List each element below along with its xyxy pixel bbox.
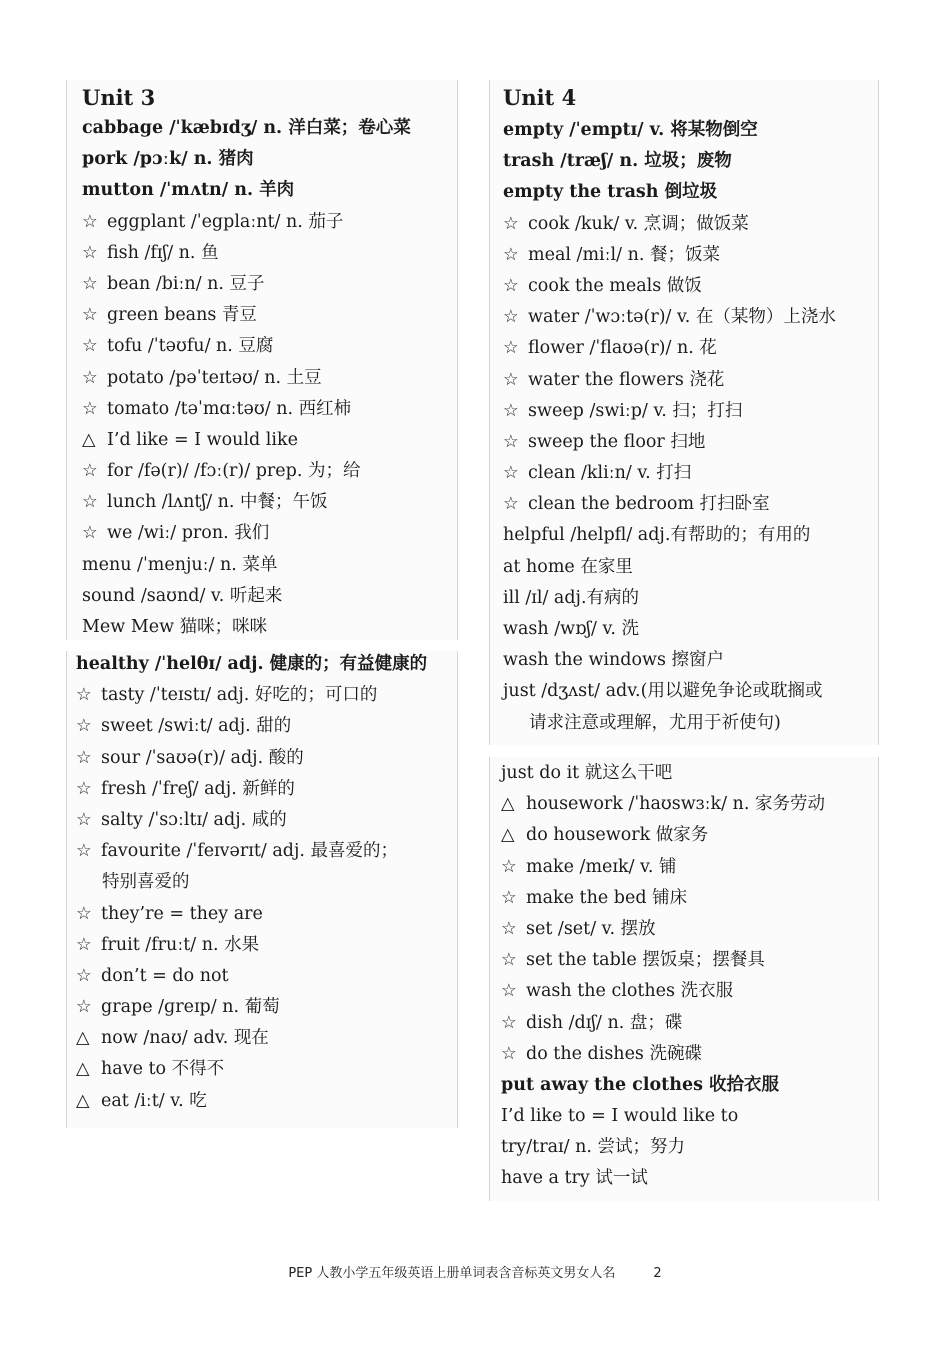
star-icon: ☆ — [82, 398, 98, 419]
vocab-text: flower /ˈflaʊə(r)/ n. 花 — [528, 338, 717, 359]
footer-title: PEP 人教小学五年级英语上册单词表含音标英文男女人名 — [288, 1266, 616, 1281]
unit3-panel — [66, 80, 458, 640]
vocab-text: potato /pəˈteɪtəʊ/ n. 土豆 — [107, 367, 322, 388]
star-icon: ☆ — [503, 494, 519, 515]
vocab-text: eat /iːt/ v. 吃 — [101, 1090, 207, 1111]
unit3-continued-panel — [66, 651, 458, 1128]
star-icon: ☆ — [76, 685, 92, 706]
vocab-text: sweet /swiːt/ adj. 甜的 — [101, 716, 292, 737]
vocab-text: empty the trash 倒垃圾 — [503, 182, 718, 203]
vocab-entry — [503, 708, 878, 739]
vocab-entry — [76, 774, 457, 805]
vocab-entry — [501, 789, 878, 820]
vocab-entry — [501, 1039, 878, 1070]
star-icon: ☆ — [503, 213, 519, 234]
vocab-text: helpful /helpfl/ adj.有帮助的；有用的 — [503, 525, 811, 546]
unit3-continued-vocab-list — [76, 651, 457, 1117]
vocab-entry — [82, 363, 457, 394]
vocab-entry — [76, 836, 457, 867]
vocab-entry — [501, 1132, 878, 1163]
vocab-entry — [82, 300, 457, 331]
vocab-entry — [82, 238, 457, 269]
unit4-panel — [489, 80, 879, 745]
star-icon: ☆ — [76, 809, 92, 830]
vocab-text: for /fə(r)/ /fɔː(r)/ prep. 为；给 — [107, 461, 361, 482]
vocab-entry — [503, 552, 878, 583]
vocab-entry — [76, 867, 457, 898]
vocab-entry — [501, 758, 878, 789]
vocab-text: 特别喜爱的 — [102, 872, 190, 893]
star-icon: ☆ — [503, 307, 519, 328]
vocab-text: housework /ˈhaʊswɜːk/ n. 家务劳动 — [526, 794, 825, 815]
star-icon: ☆ — [503, 338, 519, 359]
vocab-text: clean /kliːn/ v. 打扫 — [528, 463, 692, 484]
vocab-text: salty /ˈsɔːltɪ/ adj. 咸的 — [101, 809, 287, 830]
vocab-text: they’re = they are — [101, 903, 263, 924]
vocab-entry — [503, 115, 878, 146]
star-icon: ☆ — [82, 211, 98, 232]
vocab-entry — [501, 1070, 878, 1101]
star-icon: ☆ — [82, 305, 98, 326]
vocab-text: 请求注意或理解，尤用于祈使句) — [529, 712, 781, 733]
vocab-text: wash the windows 擦窗户 — [503, 650, 725, 671]
vocab-entry — [76, 1086, 457, 1117]
vocab-entry — [503, 209, 878, 240]
vocab-entry — [76, 805, 457, 836]
vocab-text: Mew Mew 猫咪；咪咪 — [82, 617, 268, 637]
vocab-text: clean the bedroom 打扫卧室 — [528, 494, 770, 515]
vocab-text: set /set/ v. 摆放 — [526, 918, 656, 939]
vocab-text: sweep /swiːp/ v. 扫；打扫 — [528, 400, 743, 421]
star-icon: ☆ — [501, 950, 517, 971]
vocab-text: just do it 就这么干吧 — [501, 763, 673, 783]
vocab-text: tofu /ˈtəʊfu/ n. 豆腐 — [107, 336, 274, 357]
vocab-text: favourite /ˈfeɪvərɪt/ adj. 最喜爱的； — [101, 841, 399, 862]
vocab-entry — [82, 269, 457, 300]
star-icon: ☆ — [503, 431, 519, 452]
star-icon: ☆ — [76, 934, 92, 955]
star-icon: ☆ — [501, 887, 517, 908]
vocab-entry — [501, 945, 878, 976]
vocab-entry — [503, 583, 878, 614]
vocab-text: healthy /ˈhelθɪ/ adj. 健康的；有益健康的 — [76, 654, 428, 674]
vocab-text: I’d like to = I would like to — [501, 1106, 739, 1127]
vocab-entry — [76, 743, 457, 774]
vocab-entry — [503, 271, 878, 302]
star-icon: ☆ — [82, 273, 98, 294]
vocab-entry — [501, 820, 878, 851]
vocab-text: do the dishes 洗碗碟 — [526, 1043, 702, 1064]
vocab-text: try/traɪ/ n. 尝试；努力 — [501, 1137, 685, 1158]
vocab-entry — [503, 365, 878, 396]
vocab-entry — [76, 1023, 457, 1054]
vocab-text: dish /dɪʃ/ n. 盘；碟 — [526, 1012, 683, 1033]
triangle-icon: △ — [501, 825, 515, 846]
vocab-entry — [503, 520, 878, 551]
vocab-entry — [82, 581, 457, 612]
vocab-text: meal /miːl/ n. 餐；饭菜 — [528, 244, 720, 265]
star-icon: ☆ — [501, 981, 517, 1002]
vocab-text: menu /ˈmenjuː/ n. 菜单 — [82, 554, 278, 575]
vocab-text: wash /wɒʃ/ v. 洗 — [503, 619, 639, 639]
vocab-text: sweep the floor 扫地 — [528, 431, 706, 452]
vocab-text: wash the clothes 洗衣服 — [526, 981, 734, 1002]
vocab-entry — [503, 614, 878, 645]
vocab-text: set the table 摆饭桌；摆餐具 — [526, 950, 765, 971]
vocab-text: lunch /lʌntʃ/ n. 中餐；午饭 — [107, 492, 328, 513]
unit4-continued-vocab-list — [501, 758, 878, 1195]
star-icon: ☆ — [82, 523, 98, 544]
vocab-entry — [76, 711, 457, 742]
star-icon: ☆ — [76, 778, 92, 799]
page-footer — [0, 1262, 950, 1281]
vocab-text: have to 不得不 — [101, 1059, 225, 1080]
vocab-text: put away the clothes 收拾衣服 — [501, 1074, 780, 1095]
vocab-text: cabbage /ˈkæbɪdʒ/ n. 洋白菜；卷心菜 — [82, 118, 411, 138]
vocab-text: at home 在家里 — [503, 556, 633, 577]
vocab-text: sour /ˈsaʊə(r)/ adj. 酸的 — [101, 747, 304, 768]
vocab-text: tasty /ˈteɪstɪ/ adj. 好吃的；可口的 — [101, 685, 378, 706]
vocab-text: we /wiː/ pron. 我们 — [107, 523, 270, 544]
vocab-text: I’d like = I would like — [107, 429, 298, 450]
vocab-entry — [76, 992, 457, 1023]
unit3-vocab-list — [82, 113, 457, 640]
vocab-entry — [82, 175, 457, 206]
vocab-entry — [501, 1163, 878, 1194]
vocab-entry — [82, 456, 457, 487]
star-icon: ☆ — [82, 242, 98, 263]
vocab-entry — [501, 852, 878, 883]
vocab-entry — [501, 914, 878, 945]
star-icon: ☆ — [503, 463, 519, 484]
vocab-text: tomato /təˈmɑːtəʊ/ n. 西红柿 — [107, 398, 352, 419]
unit4-continued-panel — [489, 757, 879, 1201]
star-icon: ☆ — [501, 918, 517, 939]
vocab-text: trash /træʃ/ n. 垃圾；废物 — [503, 151, 732, 172]
vocab-entry — [82, 550, 457, 581]
triangle-icon: △ — [76, 1090, 90, 1111]
star-icon: ☆ — [503, 369, 519, 390]
star-icon: ☆ — [76, 747, 92, 768]
vocab-entry — [503, 333, 878, 364]
vocab-text: now /naʊ/ adv. 现在 — [101, 1028, 269, 1049]
star-icon: ☆ — [76, 841, 92, 862]
star-icon: ☆ — [82, 492, 98, 513]
vocab-entry — [82, 144, 457, 175]
vocab-entry — [503, 396, 878, 427]
vocab-text: fruit /fruːt/ n. 水果 — [101, 934, 260, 955]
vocab-text: mutton /ˈmʌtn/ n. 羊肉 — [82, 180, 295, 201]
vocab-entry — [503, 489, 878, 520]
vocab-text: eggplant /ˈegplaːnt/ n. 茄子 — [107, 211, 344, 232]
vocab-text: water the flowers 浇花 — [528, 369, 725, 390]
vocab-entry — [76, 961, 457, 992]
vocab-entry — [501, 976, 878, 1007]
star-icon: ☆ — [76, 997, 92, 1018]
star-icon: ☆ — [76, 903, 92, 924]
vocab-entry — [501, 1008, 878, 1039]
vocab-text: ill /ɪl/ adj.有病的 — [503, 587, 640, 608]
vocab-entry — [503, 427, 878, 458]
vocab-entry — [501, 1101, 878, 1132]
vocab-entry — [503, 240, 878, 271]
vocab-text: sound /saʊnd/ v. 听起来 — [82, 585, 283, 606]
star-icon: ☆ — [82, 367, 98, 388]
vocab-entry — [76, 680, 457, 711]
star-icon: ☆ — [501, 1043, 517, 1064]
vocab-text: do housework 做家务 — [526, 825, 709, 846]
star-icon: ☆ — [503, 244, 519, 265]
star-icon: ☆ — [82, 461, 98, 482]
vocab-entry — [503, 645, 878, 676]
star-icon: ☆ — [82, 336, 98, 357]
vocab-text: fresh /ˈfreʃ/ adj. 新鲜的 — [101, 778, 295, 799]
vocab-text: just /dʒʌst/ adv.(用以避免争论或耽搁或 — [503, 681, 823, 702]
triangle-icon: △ — [501, 794, 515, 815]
vocab-entry — [76, 899, 457, 930]
vocab-entry — [82, 487, 457, 518]
vocab-text: green beans 青豆 — [107, 305, 257, 326]
vocab-entry — [82, 425, 457, 456]
page-number: 2 — [653, 1266, 662, 1281]
vocab-text: empty /ˈemptɪ/ v. 将某物倒空 — [503, 120, 758, 140]
vocab-entry — [503, 302, 878, 333]
star-icon: ☆ — [501, 1012, 517, 1033]
star-icon: ☆ — [503, 275, 519, 296]
vocab-text: cook /kuk/ v. 烹调；做饭菜 — [528, 213, 749, 234]
vocab-text: grape /ɡreɪp/ n. 葡萄 — [101, 997, 280, 1018]
vocab-text: water /ˈwɔːtə(r)/ v. 在（某物）上浇水 — [528, 307, 836, 328]
vocab-entry — [82, 113, 457, 144]
vocab-entry — [82, 612, 457, 640]
vocab-entry — [76, 651, 457, 680]
vocab-entry — [82, 207, 457, 238]
vocab-entry — [503, 146, 878, 177]
vocab-entry — [503, 177, 878, 208]
vocab-entry — [82, 518, 457, 549]
vocab-entry — [503, 676, 878, 707]
vocab-entry — [76, 1054, 457, 1085]
star-icon: ☆ — [76, 716, 92, 737]
triangle-icon: △ — [76, 1059, 90, 1080]
vocab-text: don’t = do not — [101, 965, 229, 986]
vocab-text: have a try 试一试 — [501, 1168, 648, 1189]
star-icon: ☆ — [503, 400, 519, 421]
star-icon: ☆ — [76, 965, 92, 986]
vocab-text: fish /fɪʃ/ n. 鱼 — [107, 242, 219, 263]
unit4-title: Unit 4 — [503, 85, 577, 110]
triangle-icon: △ — [76, 1028, 90, 1049]
triangle-icon: △ — [82, 429, 96, 450]
unit4-vocab-list — [503, 115, 878, 739]
vocab-text: pork /pɔːk/ n. 猪肉 — [82, 149, 254, 170]
vocab-text: make /meɪk/ v. 铺 — [526, 856, 677, 877]
vocab-entry — [82, 331, 457, 362]
star-icon: ☆ — [501, 856, 517, 877]
vocab-entry — [503, 458, 878, 489]
unit3-title: Unit 3 — [82, 85, 156, 110]
vocab-entry — [76, 930, 457, 961]
vocab-text: make the bed 铺床 — [526, 887, 688, 908]
vocab-text: cook the meals 做饭 — [528, 275, 702, 296]
vocab-text: bean /biːn/ n. 豆子 — [107, 273, 265, 294]
vocab-entry — [82, 394, 457, 425]
vocab-entry — [501, 883, 878, 914]
